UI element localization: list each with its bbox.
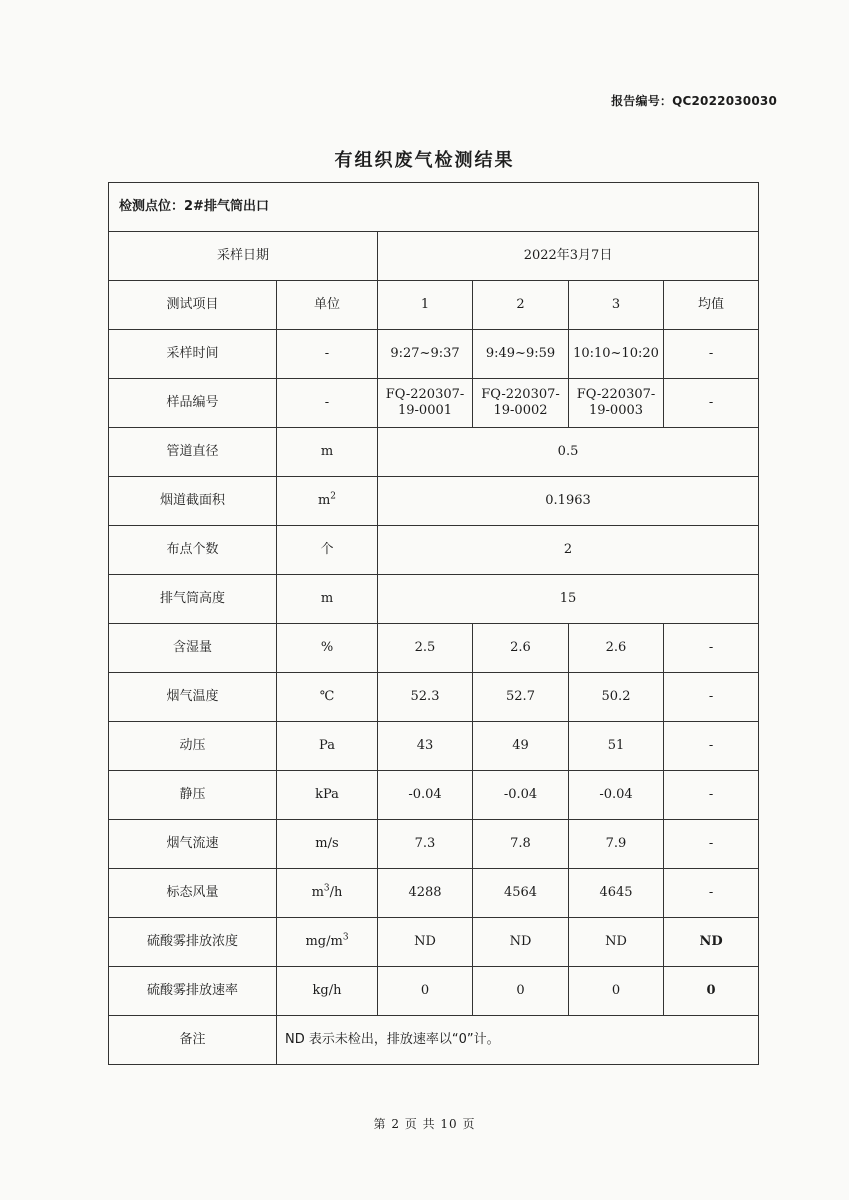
row-value-1: FQ-220307-19-0001 bbox=[378, 379, 473, 428]
page-number: 第 2 页 共 10 页 bbox=[373, 1117, 476, 1131]
table-row bbox=[109, 379, 759, 428]
remark-label: 备注 bbox=[109, 1016, 277, 1065]
row-value-2: FQ-220307-19-0002 bbox=[473, 379, 569, 428]
row-unit: - bbox=[277, 330, 378, 379]
row-value-3: 10:10~10:20 bbox=[569, 330, 664, 379]
row-value-3: FQ-220307-19-0003 bbox=[569, 379, 664, 428]
row-value-2: 52.7 bbox=[473, 673, 569, 722]
sampling-date-value: 2022年3月7日 bbox=[378, 232, 759, 281]
row-mean: - bbox=[664, 722, 759, 771]
table-row bbox=[109, 967, 759, 1016]
row-unit: 个 bbox=[277, 526, 378, 575]
row-item: 管道直径 bbox=[109, 428, 277, 477]
row-unit: m/s bbox=[277, 820, 378, 869]
row-mean: - bbox=[664, 869, 759, 918]
row-mean: - bbox=[664, 673, 759, 722]
row-unit: m bbox=[277, 575, 378, 624]
row-value-1: -0.04 bbox=[378, 771, 473, 820]
row-mean: - bbox=[664, 379, 759, 428]
page-title: 有组织废气检测结果 bbox=[334, 150, 515, 171]
row-unit: kg/h bbox=[277, 967, 378, 1016]
row-value-1: 52.3 bbox=[378, 673, 473, 722]
row-merged-value: 0.5 bbox=[378, 428, 759, 477]
row-unit bbox=[277, 477, 378, 526]
header-run-1: 1 bbox=[378, 281, 473, 330]
unit-base: m bbox=[317, 493, 331, 508]
row-item: 烟道截面积 bbox=[109, 477, 277, 526]
row-value-2: 0 bbox=[473, 967, 569, 1016]
row-value-3: 50.2 bbox=[569, 673, 664, 722]
row-value-2: 2.6 bbox=[473, 624, 569, 673]
results-table bbox=[108, 182, 759, 1065]
row-mean: - bbox=[664, 330, 759, 379]
row-item: 布点个数 bbox=[109, 526, 277, 575]
row-value-2: -0.04 bbox=[473, 771, 569, 820]
row-value-3: 2.6 bbox=[569, 624, 664, 673]
row-value-1: 4288 bbox=[378, 869, 473, 918]
row-mean: - bbox=[664, 771, 759, 820]
row-unit: Pa bbox=[277, 722, 378, 771]
point-row bbox=[109, 183, 759, 232]
row-merged-value: 2 bbox=[378, 526, 759, 575]
row-value-1: 0 bbox=[378, 967, 473, 1016]
row-value-3: 0 bbox=[569, 967, 664, 1016]
row-value-3: ND bbox=[569, 918, 664, 967]
row-value-2: 9:49~9:59 bbox=[473, 330, 569, 379]
table-row bbox=[109, 575, 759, 624]
row-merged-value: 15 bbox=[378, 575, 759, 624]
row-item: 标态风量 bbox=[109, 869, 277, 918]
row-unit: - bbox=[277, 379, 378, 428]
row-item: 动压 bbox=[109, 722, 277, 771]
header-run-3: 3 bbox=[569, 281, 664, 330]
unit-base: mg/m bbox=[305, 934, 343, 949]
header-item: 测试项目 bbox=[109, 281, 277, 330]
table-row bbox=[109, 771, 759, 820]
sampling-date-label: 采样日期 bbox=[109, 232, 378, 281]
row-unit bbox=[277, 918, 378, 967]
unit-superscript: 3 bbox=[342, 932, 349, 943]
table-row bbox=[109, 869, 759, 918]
row-item: 烟气流速 bbox=[109, 820, 277, 869]
table-row bbox=[109, 820, 759, 869]
header-unit: 单位 bbox=[277, 281, 378, 330]
report-number: 报告编号：QC2022030030 bbox=[611, 94, 777, 108]
row-unit bbox=[277, 869, 378, 918]
row-value-3: 51 bbox=[569, 722, 664, 771]
row-unit: m bbox=[277, 428, 378, 477]
row-item: 排气筒高度 bbox=[109, 575, 277, 624]
remark-row bbox=[109, 1016, 759, 1065]
table-row bbox=[109, 526, 759, 575]
row-value-3: 7.9 bbox=[569, 820, 664, 869]
row-value-2: 4564 bbox=[473, 869, 569, 918]
row-value-3: 4645 bbox=[569, 869, 664, 918]
row-value-2: 49 bbox=[473, 722, 569, 771]
unit-tail: /h bbox=[329, 885, 343, 900]
row-value-1: 43 bbox=[378, 722, 473, 771]
header-mean: 均值 bbox=[664, 281, 759, 330]
date-row bbox=[109, 232, 759, 281]
row-mean: - bbox=[664, 820, 759, 869]
table-row bbox=[109, 477, 759, 526]
table-row bbox=[109, 673, 759, 722]
remark-text: ND 表示未检出，排放速率以“0”计。 bbox=[277, 1016, 759, 1065]
header-run-2: 2 bbox=[473, 281, 569, 330]
table-row bbox=[109, 918, 759, 967]
row-item: 静压 bbox=[109, 771, 277, 820]
row-value-2: ND bbox=[473, 918, 569, 967]
row-item: 硫酸雾排放浓度 bbox=[109, 918, 277, 967]
row-item: 样品编号 bbox=[109, 379, 277, 428]
row-value-2: 7.8 bbox=[473, 820, 569, 869]
row-mean: - bbox=[664, 624, 759, 673]
row-item: 烟气温度 bbox=[109, 673, 277, 722]
table-row bbox=[109, 428, 759, 477]
row-value-1: ND bbox=[378, 918, 473, 967]
sampling-point: 检测点位：2#排气筒出口 bbox=[109, 183, 759, 232]
row-value-1: 7.3 bbox=[378, 820, 473, 869]
unit-superscript: 2 bbox=[330, 491, 337, 502]
row-value-1: 9:27~9:37 bbox=[378, 330, 473, 379]
unit-superscript: 3 bbox=[323, 883, 330, 894]
row-value-3: -0.04 bbox=[569, 771, 664, 820]
row-mean: ND bbox=[664, 918, 759, 967]
row-value-1: 2.5 bbox=[378, 624, 473, 673]
row-item: 硫酸雾排放速率 bbox=[109, 967, 277, 1016]
table-row bbox=[109, 722, 759, 771]
row-unit: ℃ bbox=[277, 673, 378, 722]
row-unit: kPa bbox=[277, 771, 378, 820]
row-unit: % bbox=[277, 624, 378, 673]
row-item: 含湿量 bbox=[109, 624, 277, 673]
header-row bbox=[109, 281, 759, 330]
row-mean: 0 bbox=[664, 967, 759, 1016]
row-merged-value: 0.1963 bbox=[378, 477, 759, 526]
table-row bbox=[109, 624, 759, 673]
table-row bbox=[109, 330, 759, 379]
row-item: 采样时间 bbox=[109, 330, 277, 379]
unit-base: m bbox=[311, 885, 324, 900]
